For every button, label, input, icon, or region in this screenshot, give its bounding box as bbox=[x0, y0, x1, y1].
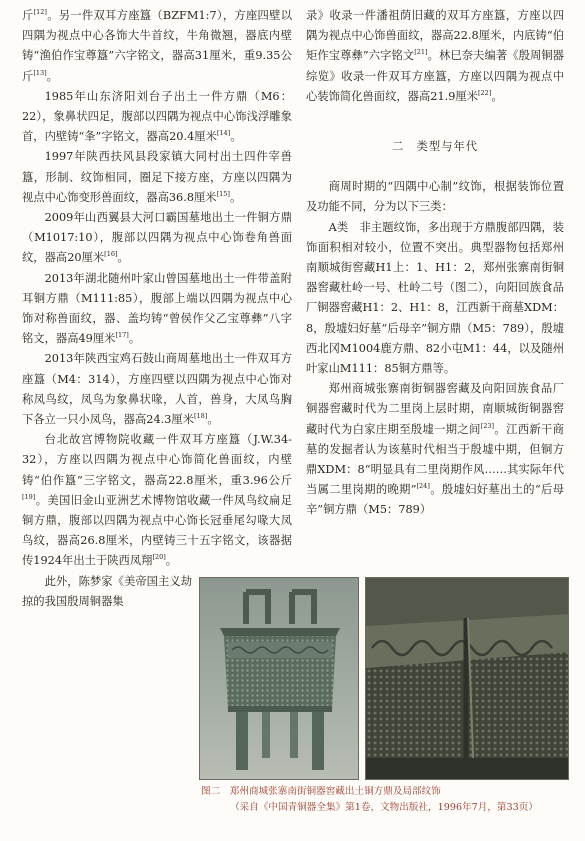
paragraph: 商周时期的“四隅中心制”纹饰，根据装饰位置及功能不同，分为以下三类： bbox=[306, 180, 564, 214]
paragraph: 此外，陈梦家《美帝国主义劫掠的我国殷周铜器集 bbox=[22, 574, 192, 608]
pattern-detail-photo bbox=[365, 577, 569, 780]
paragraph: 1997年陕西扶风县段家镇大同村出土四件宰兽簋，形制、纹饰相同，圈足下接方座，方座以四隅为视点中心饰变形兽面纹，器高36.8厘米[15]。 bbox=[22, 150, 292, 204]
paragraph: A类 非主题纹饰，多出现于方鼎腹部四隅，装饰面积相对较小，位置不突出。典型器物包括郑州南顺城街窖藏H1上：1、H1：2，郑州张寨南街铜器窖藏杜岭一号、杜岭二号（图二），向阳回族食品厂铜器窖藏H1：2、H1：8，江西新干商墓XDM：8，殷墟妇好墓“后母辛”铜方鼎（M5：789），殷墟西北冈M1004鹿方鼎、82小屯M1：44，以及随州叶家山M111：85铜方鼎等。 bbox=[306, 220, 564, 376]
caption-source: （采自《中国青铜器全集》第1卷，文物出版社，1996年7月，第33页） bbox=[230, 802, 538, 813]
left-column bbox=[22, 6, 292, 612]
paragraph: 1985年山东济阳刘台子出土一件方鼎（M6：22），象鼻状四足，腹部以四隅为视点中心饰浅浮雕象首，内壁铸“夆”字铭文，器高20.4厘米[14]。 bbox=[22, 89, 292, 144]
paragraph: 2009年山西翼县大河口霸国墓地出土一件铜方鼎（M1017:10），腹部以四隅为视点中心饰卷角兽面纹，器高20厘米[16]。 bbox=[22, 211, 292, 265]
pattern-detail-illustration bbox=[366, 578, 569, 780]
figure-caption bbox=[199, 784, 569, 816]
right-column bbox=[306, 6, 564, 521]
paragraph: 台北故宫博物院收藏一件双耳方座簋（J.W.34-32），方座以四隅为视点中心饰简化兽面纹，内壁铸“伯作簋”三字铭文，器高22.8厘米，重3.96公斤[19]。美国旧金山亚洲艺术博物馆收藏一件凤鸟纹扁足铜方鼎，腹部以四隅为视点中心饰长冠垂尾勾喙大凤鸟纹，器高26.8厘米，内壁铸三十五字铭文，该器据传1924年出土于陕西凤翔[20]。 bbox=[22, 433, 292, 568]
bronze-ding-illustration bbox=[200, 578, 359, 780]
figure bbox=[199, 577, 569, 780]
paragraph: 2013年陕西宝鸡石鼓山商周墓地出土一件双耳方座簋（M4：314），方座四壁以四隅为视点中心饰对称凤鸟纹，凤鸟为象鼻状喙，人首，兽身，大凤鸟胸下各立一只小凤鸟，器高24.3厘米[18]。 bbox=[22, 352, 292, 427]
caption-title: 图二 郑州商城张寨南街铜器窖藏出土铜方鼎及局部纹饰 bbox=[201, 786, 441, 797]
paragraph: 斤[12]。另一件双耳方座簋（BZFM1:7），方座四壁以四隅为视点中心各饰大牛首纹，牛角微翘，器底内壁铸“渔伯作宝尊簋”六字铭文，器高31厘米，重9.35公斤[13]。 bbox=[22, 8, 292, 83]
section-heading: 二 类型与年代 bbox=[391, 140, 479, 154]
paragraph: 2013年湖北随州叶家山曾国墓地出土一件带盖附耳铜方鼎（M111:85），腹部上端以四隅为视点中心饰对称兽面纹，器、盖均铸“曾侯作父乙宝尊彝”八字铭文，器高49厘米[17]。 bbox=[22, 271, 292, 346]
paragraph: 郑州商城张寨南街铜器窖藏及向阳回族食品厂铜器窖藏时代为二里岗上层时期，南顺城街铜器窖藏时代为白家庄期至殷墟一期之间[23]。江西新干商墓的发掘者认为该墓时代相当于殷墟中期，但铜方鼎XDM：8“明显具有二里岗期作风……其实际年代当属二里岗期的晚期”[24]。殷墟妇好墓出土的“后母辛”铜方鼎（M5：789） bbox=[306, 382, 564, 517]
bronze-ding-photo bbox=[199, 577, 359, 780]
paragraph: 录》收录一件潘祖荫旧藏的双耳方座簋，方座以四隅为视点中心饰兽面纹，器高22.8厘米，内底铸“伯矩作宝尊彝”六字铭文[21]。林巳奈夫编著《殷周铜器综览》收录一件双耳方座簋，方座以四隅为视点中心装饰简化兽面纹，器高21.9厘米[22]。 bbox=[306, 9, 564, 103]
